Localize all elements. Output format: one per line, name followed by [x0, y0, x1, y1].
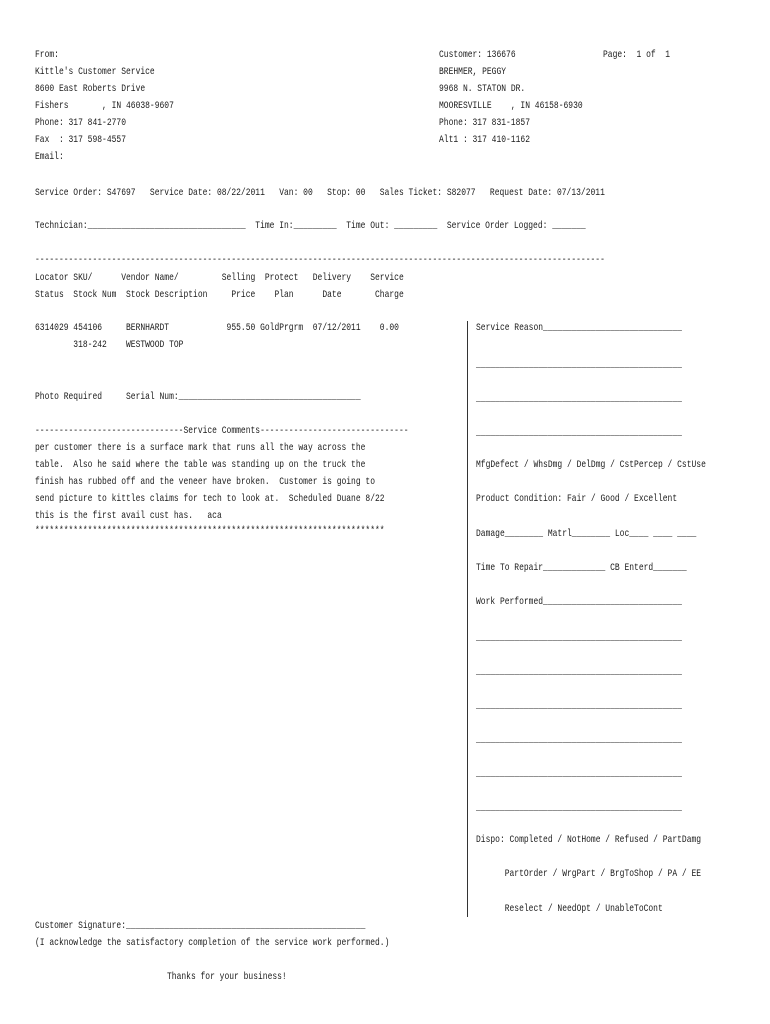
- comment-line: finish has rubbed off and the veneer have broken. Customer is going to: [35, 476, 376, 488]
- dashed-divider: -----------------------------------------------------------------------------------------------------------------------: [35, 254, 605, 266]
- customer-number: Customer: 136676: [439, 49, 516, 61]
- comment-line: table. Also he said where the table was standing up on the truck the: [35, 459, 366, 471]
- blank-line: ___________________________________________: [476, 666, 682, 678]
- blank-line: ___________________________________________: [476, 700, 682, 712]
- from-label: From:: [35, 49, 59, 61]
- defect-options: MfgDefect / WhsDmg / DelDmg / CstPercep / CstUse: [476, 459, 706, 471]
- product-condition: Product Condition: Fair / Good / Excellent: [476, 493, 678, 505]
- thanks-message: Thanks for your business!: [167, 971, 287, 983]
- blank-line: ___________________________________________: [476, 768, 682, 780]
- customer-alt-phone: Alt1 : 317 410-1162: [439, 134, 530, 146]
- time-to-repair: Time To Repair_____________ CB Enterd_______: [476, 562, 687, 574]
- blank-line: ___________________________________________: [476, 632, 682, 644]
- stars-divider: *************************************************************************: [35, 525, 385, 537]
- item-row-2: 318-242 WESTWOOD TOP: [35, 339, 184, 351]
- table-header-row-2: Status Stock Num Stock Description Price Plan Date Charge: [35, 289, 404, 301]
- from-city: Fishers , IN 46038-9607: [35, 100, 174, 112]
- from-address: 8600 East Roberts Drive: [35, 83, 146, 95]
- dispo-line-2: PartOrder / WrgPart / BrgToShop / PA / EE: [476, 868, 702, 880]
- blank-line: ___________________________________________: [476, 427, 682, 439]
- customer-address: 9968 N. STATON DR.: [439, 83, 526, 95]
- work-performed: Work Performed_____________________________: [476, 596, 682, 608]
- customer-signature: Customer Signature:__________________________________________________: [35, 920, 366, 932]
- signature-acknowledgement: (I acknowledge the satisfactory completion of the service work performed.): [35, 937, 390, 949]
- service-order-line: Service Order: S47697 Service Date: 08/22/2011 Van: 00 Stop: 00 Sales Ticket: S82077 Request Date: 07/13/2011: [35, 187, 605, 199]
- page-number: Page: 1 of 1: [603, 49, 671, 61]
- comments-header: -------------------------------Service Comments-------------------------------: [35, 425, 409, 437]
- photo-serial-line: Photo Required Serial Num:______________________________________: [35, 391, 361, 403]
- technician-line: Technician:_________________________________ Time In:_________ Time Out: _________ Service Order Logged: _______: [35, 220, 586, 232]
- table-header-row-1: Locator SKU/ Vendor Name/ Selling Protect Delivery Service: [35, 272, 404, 284]
- blank-line: ___________________________________________: [476, 734, 682, 746]
- comment-line: this is the first avail cust has. aca: [35, 510, 222, 522]
- blank-line: ___________________________________________: [476, 802, 682, 814]
- from-phone: Phone: 317 841-2770: [35, 117, 126, 129]
- from-email: Email:: [35, 151, 64, 163]
- customer-name: BREHMER, PEGGY: [439, 66, 507, 78]
- customer-phone: Phone: 317 831-1857: [439, 117, 530, 129]
- item-row-1: 6314029 454106 BERNHARDT 955.50 GoldPrgrm 07/12/2011 0.00: [35, 322, 399, 334]
- comment-line: per customer there is a surface mark that runs all the way across the: [35, 442, 366, 454]
- customer-city: MOORESVILLE , IN 46158-6930: [439, 100, 583, 112]
- blank-line: ___________________________________________: [476, 359, 682, 371]
- dispo-line-3: Reselect / NeedOpt / UnableToCont: [476, 903, 663, 915]
- from-company: Kittle's Customer Service: [35, 66, 155, 78]
- right-panel-divider: [467, 321, 468, 917]
- service-reason: Service Reason_____________________________: [476, 322, 682, 334]
- dispo-line-1: Dispo: Completed / NotHome / Refused / PartDamg: [476, 834, 702, 846]
- comment-line: send picture to kittles claims for tech to look at. Scheduled Duane 8/22: [35, 493, 385, 505]
- blank-line: ___________________________________________: [476, 393, 682, 405]
- damage-line: Damage________ Matrl________ Loc____ ____ ____: [476, 528, 697, 540]
- from-fax: Fax : 317 598-4557: [35, 134, 126, 146]
